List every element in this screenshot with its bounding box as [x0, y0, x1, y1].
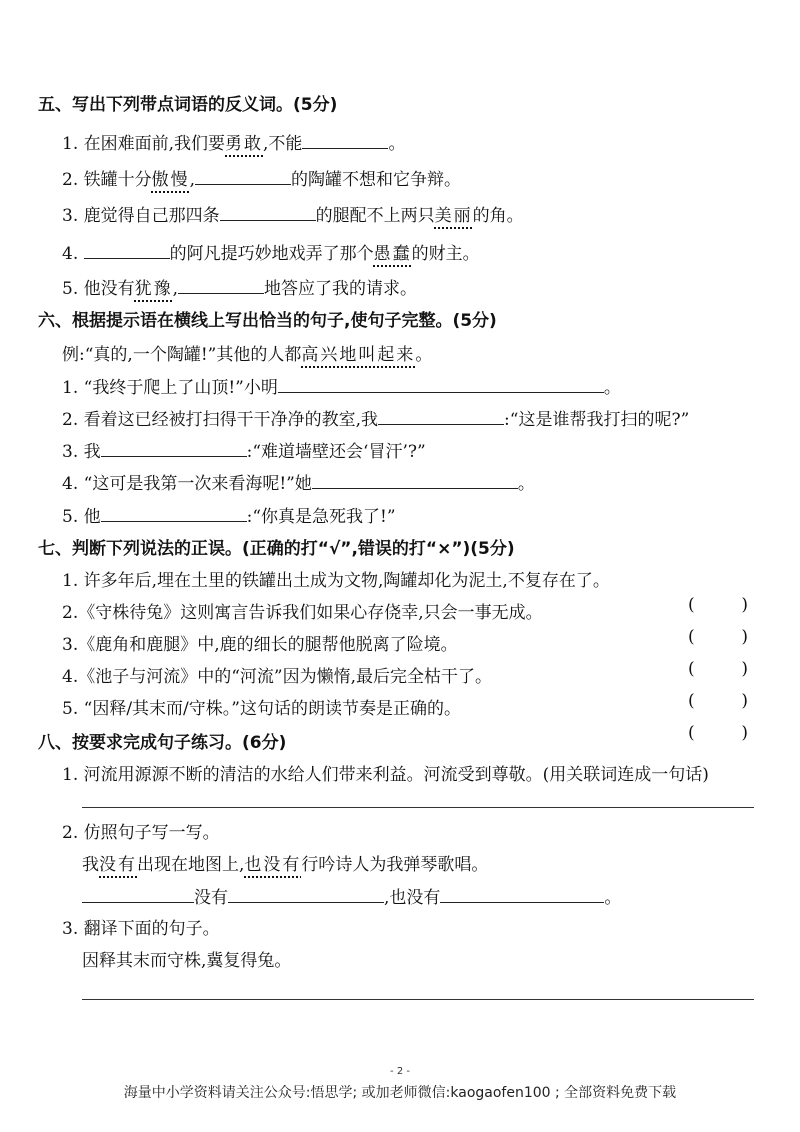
s8-q3-text: 因释其末而守株,冀复得兔。	[82, 951, 292, 971]
answer-parentheses[interactable]: ( )	[688, 723, 748, 743]
s8-question-1: 1. 河流用源源不断的清洁的水给人们带来利益。河流受到尊敬。(用关联词连成一句话)	[62, 765, 709, 785]
s5-question-3: 3. 鹿觉得自己那四条 的腿配不上两只美丽的角。	[0, 202, 800, 228]
s6-question-3: 3. 我 :“难道墙壁还会‘冒汗’?”	[0, 438, 800, 464]
answer-blank[interactable]	[82, 884, 194, 903]
s8-question-3: 3. 翻译下面的句子。	[62, 919, 220, 939]
answer-blank[interactable]	[302, 130, 388, 149]
dotted-word: 勇敢	[225, 134, 264, 154]
section-8-title: 八、按要求完成句子练习。(6分)	[38, 733, 287, 753]
footer-note: 海量中小学资料请关注公众号:悟思学; 或加老师微信:kaogaofen100 ; 全部资料免费下载	[123, 1085, 677, 1101]
section-6-title: 六、根据提示语在横线上写出恰当的句子,使句子完整。(5分)	[38, 311, 497, 331]
s5-question-5: 5. 他没有犹豫, 地答应了我的请求。	[0, 275, 800, 301]
answer-line[interactable]	[82, 806, 754, 808]
section-5-title: 五、写出下列带点词语的反义词。(5分)	[38, 95, 338, 115]
answer-blank[interactable]	[101, 503, 247, 522]
answer-blank[interactable]	[278, 374, 604, 393]
answer-parentheses[interactable]: ( )	[688, 627, 748, 647]
answer-blank[interactable]	[440, 884, 604, 903]
s5-question-4: 4. 的阿凡提巧妙地戏弄了那个愚蠢的财主。	[0, 240, 800, 266]
s7-item-5: 5. “因释/其末而/守株。”这句话的朗读节奏是正确的。 ( )	[62, 699, 748, 743]
answer-line[interactable]	[82, 998, 754, 1000]
s7-item-3: 3.《鹿角和鹿腿》中,鹿的细长的腿帮他脱离了险境。 ( )	[62, 635, 748, 679]
answer-blank[interactable]	[228, 884, 384, 903]
answer-blank[interactable]	[195, 166, 291, 185]
s8-q2-fill: 没有 ,也没有 。	[0, 884, 800, 910]
s6-question-2: 2. 看着这已经被打扫得干干净净的教室,我 :“这是谁帮我打扫的呢?”	[0, 406, 800, 432]
answer-blank[interactable]	[178, 275, 264, 294]
answer-parentheses[interactable]: ( )	[688, 691, 748, 711]
s8-question-2: 2. 仿照句子写一写。	[62, 823, 220, 843]
s7-item-2: 2.《守株待兔》这则寓言告诉我们如果心存侥幸,只会一事无成。 ( )	[62, 603, 748, 647]
s6-example: 例:“真的,一个陶罐!”其他的人都高兴地叫起来。	[62, 345, 433, 365]
s6-question-5: 5. 他 :“你真是急死我了!”	[0, 503, 800, 529]
s7-item-4: 4.《池子与河流》中的“河流”因为懒惰,最后完全枯干了。 ( )	[62, 667, 748, 711]
section-7-title: 七、判断下列说法的正误。(正确的打“√”,错误的打“×”)(5分)	[38, 539, 515, 559]
s5-question-2: 2. 铁罐十分傲慢, 的陶罐不想和它争辩。	[0, 166, 800, 192]
answer-blank[interactable]	[378, 406, 504, 425]
s6-question-4: 4. “这可是我第一次来看海呢!”她 。	[0, 470, 800, 496]
answer-blank[interactable]	[101, 438, 247, 457]
answer-blank[interactable]	[220, 202, 316, 221]
s5-question-1: 1. 在困难面前,我们要勇敢,不能 。	[0, 130, 800, 156]
answer-parentheses[interactable]: ( )	[688, 659, 748, 679]
s7-item-1: 1. 许多年后,埋在土里的铁罐出土成为文物,陶罐却化为泥土,不复存在了。 ( )	[62, 571, 748, 615]
s8-q2-example: 我没有出现在地图上,也没有行吟诗人为我弹琴歌唱。	[82, 855, 489, 875]
answer-blank[interactable]	[84, 240, 170, 259]
answer-blank[interactable]	[312, 470, 518, 489]
answer-parentheses[interactable]: ( )	[688, 595, 748, 615]
s6-question-1: 1. “我终于爬上了山顶!”小明 。	[0, 374, 800, 400]
page-number: - 2 -	[390, 1066, 410, 1077]
